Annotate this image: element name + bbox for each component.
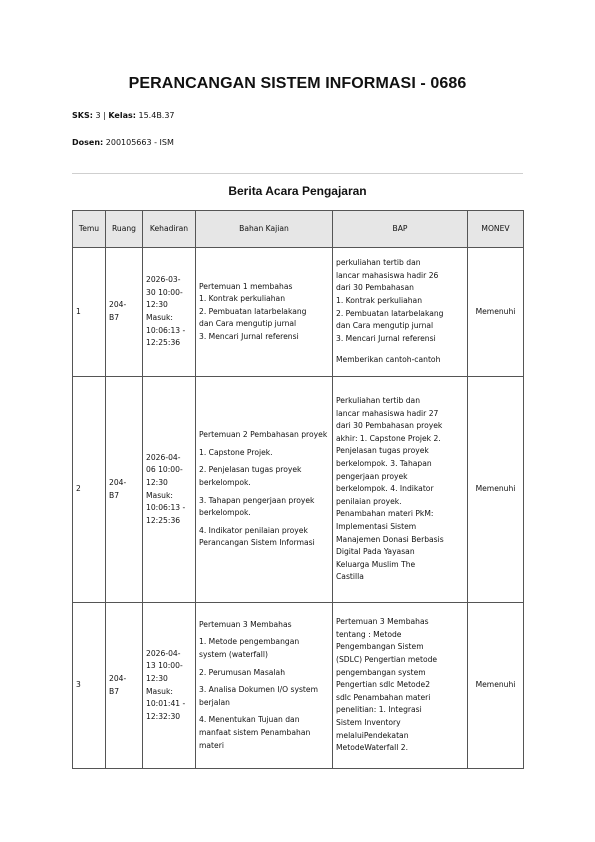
cell-paragraph: Pertemuan 3 Membahas [199, 619, 292, 629]
cell-paragraph: 3. Analisa Dokumen I/O system berjalan [199, 685, 318, 707]
cell-line: 06 10:00- [146, 465, 183, 475]
cell-line: penilaian proyek. [336, 496, 402, 506]
cell-line: Pertemuan 3 Membahas [336, 617, 429, 627]
teaching-record-table [72, 210, 524, 769]
header-bap: BAP [333, 211, 468, 248]
cell-line: 2026-03- [146, 275, 181, 285]
cell-line: Keluarga Muslim The [336, 559, 416, 569]
cell-line: 12:25:36 [146, 338, 181, 348]
cell-temu: 2 [73, 377, 106, 603]
cell-paragraph: Pertemuan 2 Pembahasan proyek [199, 430, 328, 440]
header-monev: MONEV [468, 211, 524, 248]
cell-line: 12:32:30 [146, 711, 181, 721]
cell-kehadiran [143, 377, 196, 603]
cell-line: lancar mahasiswa hadir 26 [336, 270, 439, 280]
cell-line: B7 [109, 313, 120, 322]
cell-line: pengerjaan proyek [336, 471, 408, 481]
header-kehadiran: Kehadiran [143, 211, 196, 248]
separator: | [103, 111, 106, 120]
cell-paragraph: 1. Capstone Projek. [199, 447, 273, 457]
cell-spacer [336, 345, 464, 354]
cell-ruang [106, 377, 143, 603]
cell-line: 204- [109, 477, 127, 487]
cell-monev: Memenuhi [468, 377, 524, 603]
table-row [73, 603, 524, 769]
cell-line: Digital Pada Yayasan [336, 547, 415, 557]
cell-line: lancar mahasiswa hadir 27 [336, 408, 439, 418]
cell-line: 12:30 [146, 673, 168, 683]
cell-monev: Memenuhi [468, 603, 524, 769]
cell-line: 2. Pembuatan latarbelakang [199, 306, 307, 316]
cell-line: penelitian: 1. Integrasi [336, 705, 422, 715]
cell-line: berkelompok. 3. Tahapan [336, 459, 432, 469]
cell-bahan-kajian [196, 377, 333, 603]
cell-line: 10:01:41 - [146, 699, 186, 709]
cell-line: sdlc Penambahan materi [336, 692, 431, 702]
cell-line: 10:06:13 - [146, 503, 186, 513]
cell-paragraph: 4. Menentukan Tujuan dan manfaat sistem Penambahan materi [199, 715, 311, 750]
dosen-label: Dosen: [72, 138, 104, 147]
cell-line: dan Cara mengutip jurnal [199, 319, 297, 329]
cell-line: Sistem Inventory [336, 717, 401, 727]
cell-line: perkuliahan tertib dan [336, 258, 421, 268]
cell-line: berkelompok. 4. Indikator [336, 484, 434, 494]
cell-paragraph: 3. Tahapan pengerjaan proyek berkelompok. [199, 495, 315, 518]
cell-line: 10:06:13 - [146, 325, 186, 335]
section-title: Berita Acara Pengajaran [228, 184, 367, 198]
page-title: PERANCANGAN SISTEM INFORMASI - 0686 [128, 75, 467, 92]
cell-line: 204- [109, 300, 127, 310]
cell-line: Implementasi Sistem [336, 521, 417, 531]
sks-value: 3 [95, 111, 101, 120]
cell-line: Masuk: [146, 490, 173, 500]
header-ruang: Ruang [106, 211, 143, 248]
cell-bahan-kajian [196, 603, 333, 769]
cell-line: Castilla [336, 572, 364, 582]
cell-line: akhir: 1. Capstone Projek 2. [336, 433, 441, 443]
cell-temu: 1 [73, 248, 106, 377]
cell-line: B7 [109, 490, 120, 500]
cell-line: 12:30 [146, 300, 168, 310]
cell-line: pengembangan system [336, 667, 426, 677]
table-row [73, 248, 524, 377]
cell-line: 2. Pembuatan latarbelakang [336, 308, 444, 318]
cell-temu: 3 [73, 603, 106, 769]
cell-line: 3. Mencari Jurnal referensi [336, 333, 436, 343]
kelas-value: 15.4B.37 [138, 111, 175, 120]
table-header-row [73, 211, 524, 248]
cell-ruang [106, 603, 143, 769]
cell-line: dari 30 Pembahasan [336, 283, 414, 293]
cell-line: Pengembangan Sistem [336, 642, 424, 652]
cell-line: dan Cara mengutip jurnal [336, 321, 434, 331]
cell-bahan-kajian [196, 248, 333, 377]
cell-line: (SDLC) Pengertian metode [336, 655, 438, 665]
cell-line: 13 10:00- [146, 661, 183, 671]
cell-paragraph: 2. Penjelasan tugas proyek berkelompok. [199, 465, 302, 487]
cell-line: Penjelasan tugas proyek [336, 446, 429, 456]
cell-line: 30 10:00- [146, 287, 183, 297]
course-meta [72, 111, 175, 120]
cell-line: Memberikan cantoh-cantoh [336, 355, 441, 365]
header-temu: Temu [73, 211, 106, 248]
cell-bap [333, 248, 468, 377]
cell-line: 1. Kontrak perkuliahan [199, 294, 286, 304]
cell-line: 2026-04- [146, 648, 181, 658]
cell-kehadiran [143, 603, 196, 769]
cell-monev: Memenuhi [468, 248, 524, 377]
cell-line: Manajemen Donasi Berbasis [336, 534, 444, 544]
cell-line: melaluiPendekatan [336, 730, 409, 740]
cell-line: Perkuliahan tertib dan [336, 396, 421, 406]
lecturer-meta [72, 138, 174, 147]
cell-line: B7 [109, 686, 120, 696]
header-bahan-kajian: Bahan Kajian [196, 211, 333, 248]
cell-line: 1. Kontrak perkuliahan [336, 295, 423, 305]
cell-kehadiran [143, 248, 196, 377]
cell-line: Pengertian sdlc Metode2 [336, 680, 431, 690]
cell-line: tentang : Metode [336, 629, 402, 639]
divider [72, 173, 523, 174]
cell-line: 204- [109, 673, 127, 683]
cell-line: MetodeWaterfall 2. [336, 743, 408, 753]
cell-paragraph: 4. Indikator penilaian proyek Perancangan Sistem Informasi [199, 525, 315, 548]
cell-line: Pertemuan 1 membahas [199, 281, 293, 291]
dosen-value: 200105663 - ISM [105, 138, 174, 147]
cell-line: 3. Mencari Jurnal referensi [199, 331, 299, 341]
cell-bap [333, 603, 468, 769]
kelas-label: Kelas: [108, 111, 136, 120]
cell-line: Penambahan materi PkM: [336, 509, 434, 519]
cell-line: Masuk: [146, 686, 173, 696]
cell-bap [333, 377, 468, 603]
sks-label: SKS: [72, 111, 93, 120]
cell-paragraph: 2. Perumusan Masalah [199, 667, 286, 677]
cell-ruang [106, 248, 143, 377]
table-row [73, 377, 524, 603]
cell-line: 12:30 [146, 477, 168, 487]
cell-line: dari 30 Pembahasan proyek [336, 421, 443, 431]
cell-line: Masuk: [146, 313, 173, 322]
cell-line: 12:25:36 [146, 515, 181, 525]
cell-line: 2026-04- [146, 452, 181, 462]
cell-paragraph: 1. Metode pengembangan system (waterfall) [199, 637, 300, 660]
